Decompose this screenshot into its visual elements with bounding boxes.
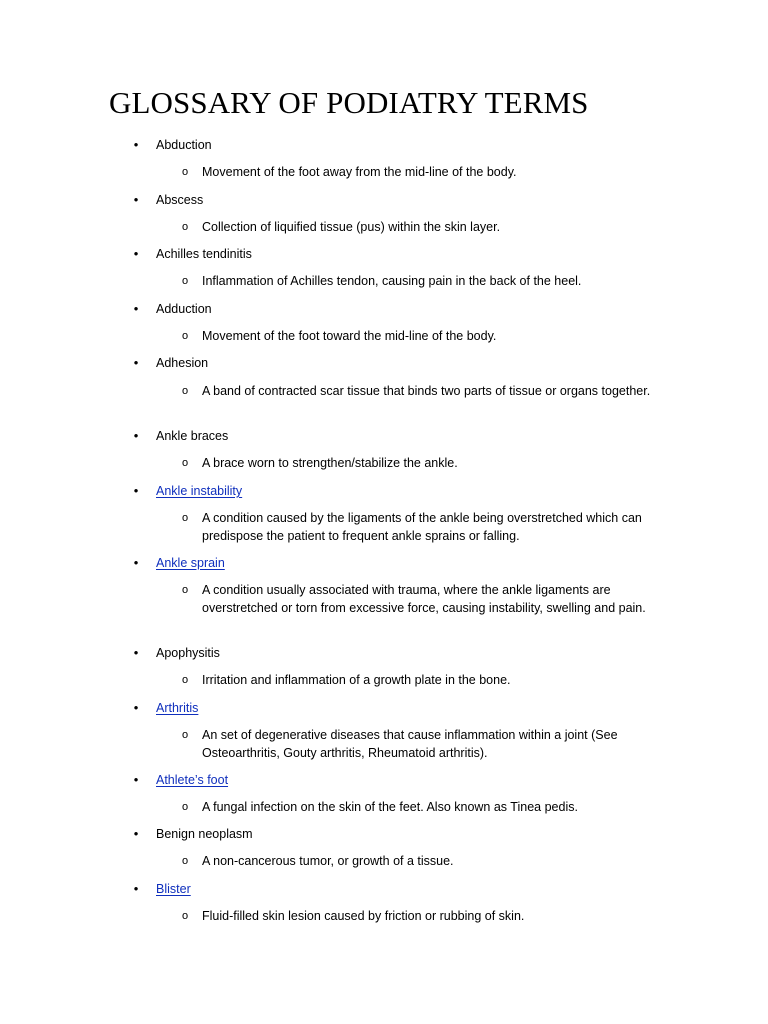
glossary-definition: A fungal infection on the skin of the feet. Also known as Tinea pedis. [202,800,578,814]
bullet-icon: • [133,881,139,896]
sub-bullet-icon: o [181,166,189,178]
bullet-icon: • [133,137,139,152]
glossary-term: Adhesion [156,356,209,370]
blister-link[interactable]: Blister [156,882,191,896]
bullet-icon: • [133,192,139,207]
bullet-icon: • [133,301,139,316]
sub-bullet-icon: o [181,674,189,686]
bullet-icon: • [133,428,139,443]
sub-bullet-icon: o [181,385,189,397]
bullet-icon: • [133,826,139,841]
glossary-definition: A non-cancerous tumor, or growth of a tissue. [202,854,454,868]
glossary-definition: A condition usually associated with trauma, where the ankle ligaments are overstretched or torn from excessive force, causing instability, swelling and pain. [202,583,646,615]
sub-bullet-icon: o [181,275,189,287]
glossary-term: Ankle braces [156,429,229,443]
glossary-definition: An set of degenerative diseases that cause inflammation within a joint (See Osteoarthritis, Gouty arthritis, Rheumatoid arthritis). [202,728,618,760]
bullet-icon: • [133,355,139,370]
athletes-foot-link[interactable]: Athlete’s foot [156,773,229,787]
sub-bullet-icon: o [181,801,189,813]
sub-bullet-icon: o [181,457,189,469]
glossary-definition: Movement of the foot toward the mid-line of the body. [202,329,497,343]
glossary-definition: Movement of the foot away from the mid-line of the body. [202,165,517,179]
sub-bullet-icon: o [181,330,189,342]
sub-bullet-icon: o [181,512,189,524]
sub-bullet-icon: o [181,910,189,922]
sub-bullet-icon: o [181,855,189,867]
glossary-term: Abduction [156,138,212,152]
glossary-term: Apophysitis [156,646,220,660]
bullet-icon: • [133,772,139,787]
sub-bullet-icon: o [181,221,189,233]
page-title: GLOSSARY OF PODIATRY TERMS [109,85,589,120]
glossary-definition: A condition caused by the ligaments of the ankle being overstretched which can predispose the patient to frequent ankle sprains or falling. [202,511,642,543]
bullet-icon: • [133,555,139,570]
glossary-term: Adduction [156,302,212,316]
glossary-term: Achilles tendinitis [156,247,252,261]
sub-bullet-icon: o [181,729,189,741]
bullet-icon: • [133,645,139,660]
ankle-instability-link[interactable]: Ankle instability [156,484,243,498]
glossary-definition: A band of contracted scar tissue that binds two parts of tissue or organs together. [202,384,651,398]
ankle-sprain-link[interactable]: Ankle sprain [156,556,225,570]
glossary-term: Abscess [156,193,204,207]
glossary-definition: A brace worn to strengthen/stabilize the ankle. [202,456,458,470]
glossary-term: Benign neoplasm [156,827,253,841]
glossary-definition: Collection of liquified tissue (pus) within the skin layer. [202,220,501,234]
bullet-icon: • [133,700,139,715]
glossary-definition: Inflammation of Achilles tendon, causing pain in the back of the heel. [202,274,582,288]
glossary-definition: Fluid-filled skin lesion caused by friction or rubbing of skin. [202,909,525,923]
arthritis-link[interactable]: Arthritis [156,701,199,715]
bullet-icon: • [133,246,139,261]
glossary-definition: Irritation and inflammation of a growth plate in the bone. [202,673,511,687]
bullet-icon: • [133,483,139,498]
sub-bullet-icon: o [181,584,189,596]
